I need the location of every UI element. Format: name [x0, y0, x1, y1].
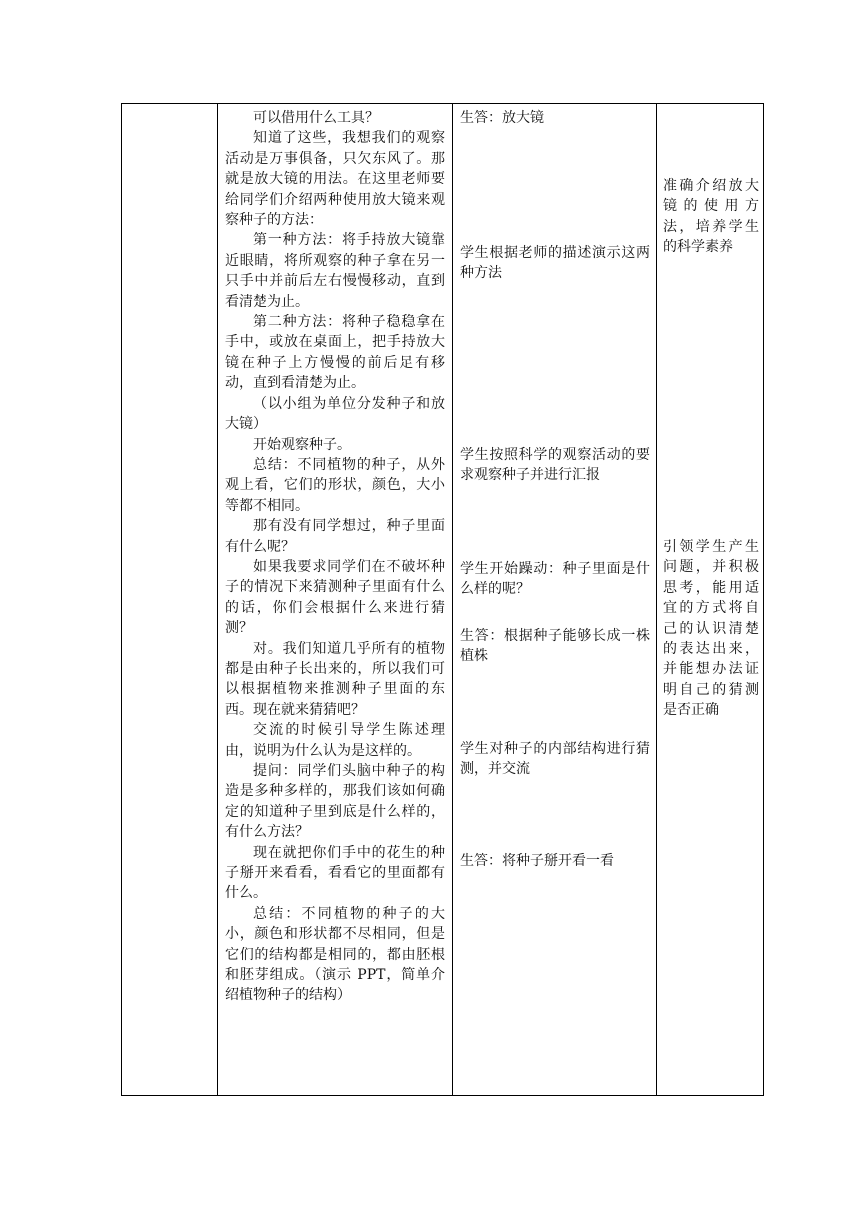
teacher-paragraph: 现在就把你们手中的花生的种子掰开来看看，看看它的里面都有什么。 — [225, 844, 445, 902]
student-activity-item: 学生对种子的内部结构进行猜测，并交流 — [460, 741, 650, 778]
table-column-section — [122, 104, 218, 1095]
student-activity-item: 生答：放大镜 — [460, 110, 544, 126]
teacher-paragraph: 总结：不同植物的种子的大小，颜色和形状都不尽相同，但是它们的结构都是相同的，都由胚根和胚芽组成。（演示 PPT，简单介绍植物种子的结构） — [225, 905, 445, 1004]
table-column-design-intent — [657, 104, 765, 1095]
teacher-paragraph: 总结：不同植物的种子，从外观上看，它们的形状，颜色，大小等都不相同。 — [225, 456, 445, 514]
student-activity-item: 生答：根据种子能够长成一株植株 — [460, 628, 650, 665]
table-column-student-activity — [453, 104, 657, 1095]
teacher-paragraph: 对。我们知道几乎所有的植物都是由种子长出来的，所以我们可以根据植物来推测种子里面的东西。现在就来猜猜吧？ — [225, 640, 445, 718]
teacher-paragraph: 开始观察种子。 — [253, 436, 351, 453]
teacher-paragraph: 第一种方法：将手持放大镜靠近眼睛，将所观察的种子拿在另一只手中并前后左右慢慢移动，直到看清楚为止。 — [225, 232, 445, 310]
teacher-paragraph: 可以借用什么工具？ — [253, 110, 379, 126]
teacher-paragraph: 第二种方法：将种子稳稳拿在手中，或放在桌面上，把手持放大镜在种子上方慢慢的前后足有移动，直到看清楚为止。 — [225, 314, 445, 392]
table-column-teacher-activity — [218, 104, 453, 1095]
teacher-paragraph: 那有没有同学想过，种子里面有什么呢？ — [225, 518, 445, 555]
student-activity-item: 生答：将种子掰开看一看 — [460, 853, 614, 869]
student-activity-item: 学生根据老师的描述演示这两种方法 — [460, 245, 650, 282]
lesson-table — [121, 103, 764, 1096]
design-intent-item: 准确介绍放大镜的使用方法，培养学生的科学素养 — [663, 178, 759, 256]
student-activity-item: 学生开始躁动：种子里面是什么样的呢？ — [460, 561, 650, 598]
teacher-activity-cell — [225, 108, 445, 1006]
student-activity-item: 学生按照科学的观察活动的要求观察种子并进行汇报 — [460, 447, 650, 484]
teacher-paragraph: 如果我要求同学们在不破坏种子的情况下来猜测种子里面有什么的话，你们会根据什么来进行猜测？ — [225, 558, 445, 637]
design-intent-item: 引领学生产生问题，并积极思考，能用适宜的方式将自己的认识清楚的表达出来，并能想办法证明自己的猜测是否正确 — [663, 539, 759, 719]
teacher-paragraph: 交流的时候引导学生陈述理由，说明为什么认为是这样的。 — [225, 722, 445, 759]
teacher-paragraph: 知道了这些，我想我们的观察活动是万事俱备，只欠东风了。那就是放大镜的用法。在这里老师要给同学们介绍两种使用放大镜来观察种子的方法： — [225, 130, 445, 229]
teacher-paragraph: （以小组为单位分发种子和放大镜） — [225, 395, 445, 433]
teacher-paragraph: 提问：同学们头脑中种子的构造是多种多样的，那我们该如何确定的知道种子里到底是什么样的，有什么方法？ — [225, 763, 445, 841]
